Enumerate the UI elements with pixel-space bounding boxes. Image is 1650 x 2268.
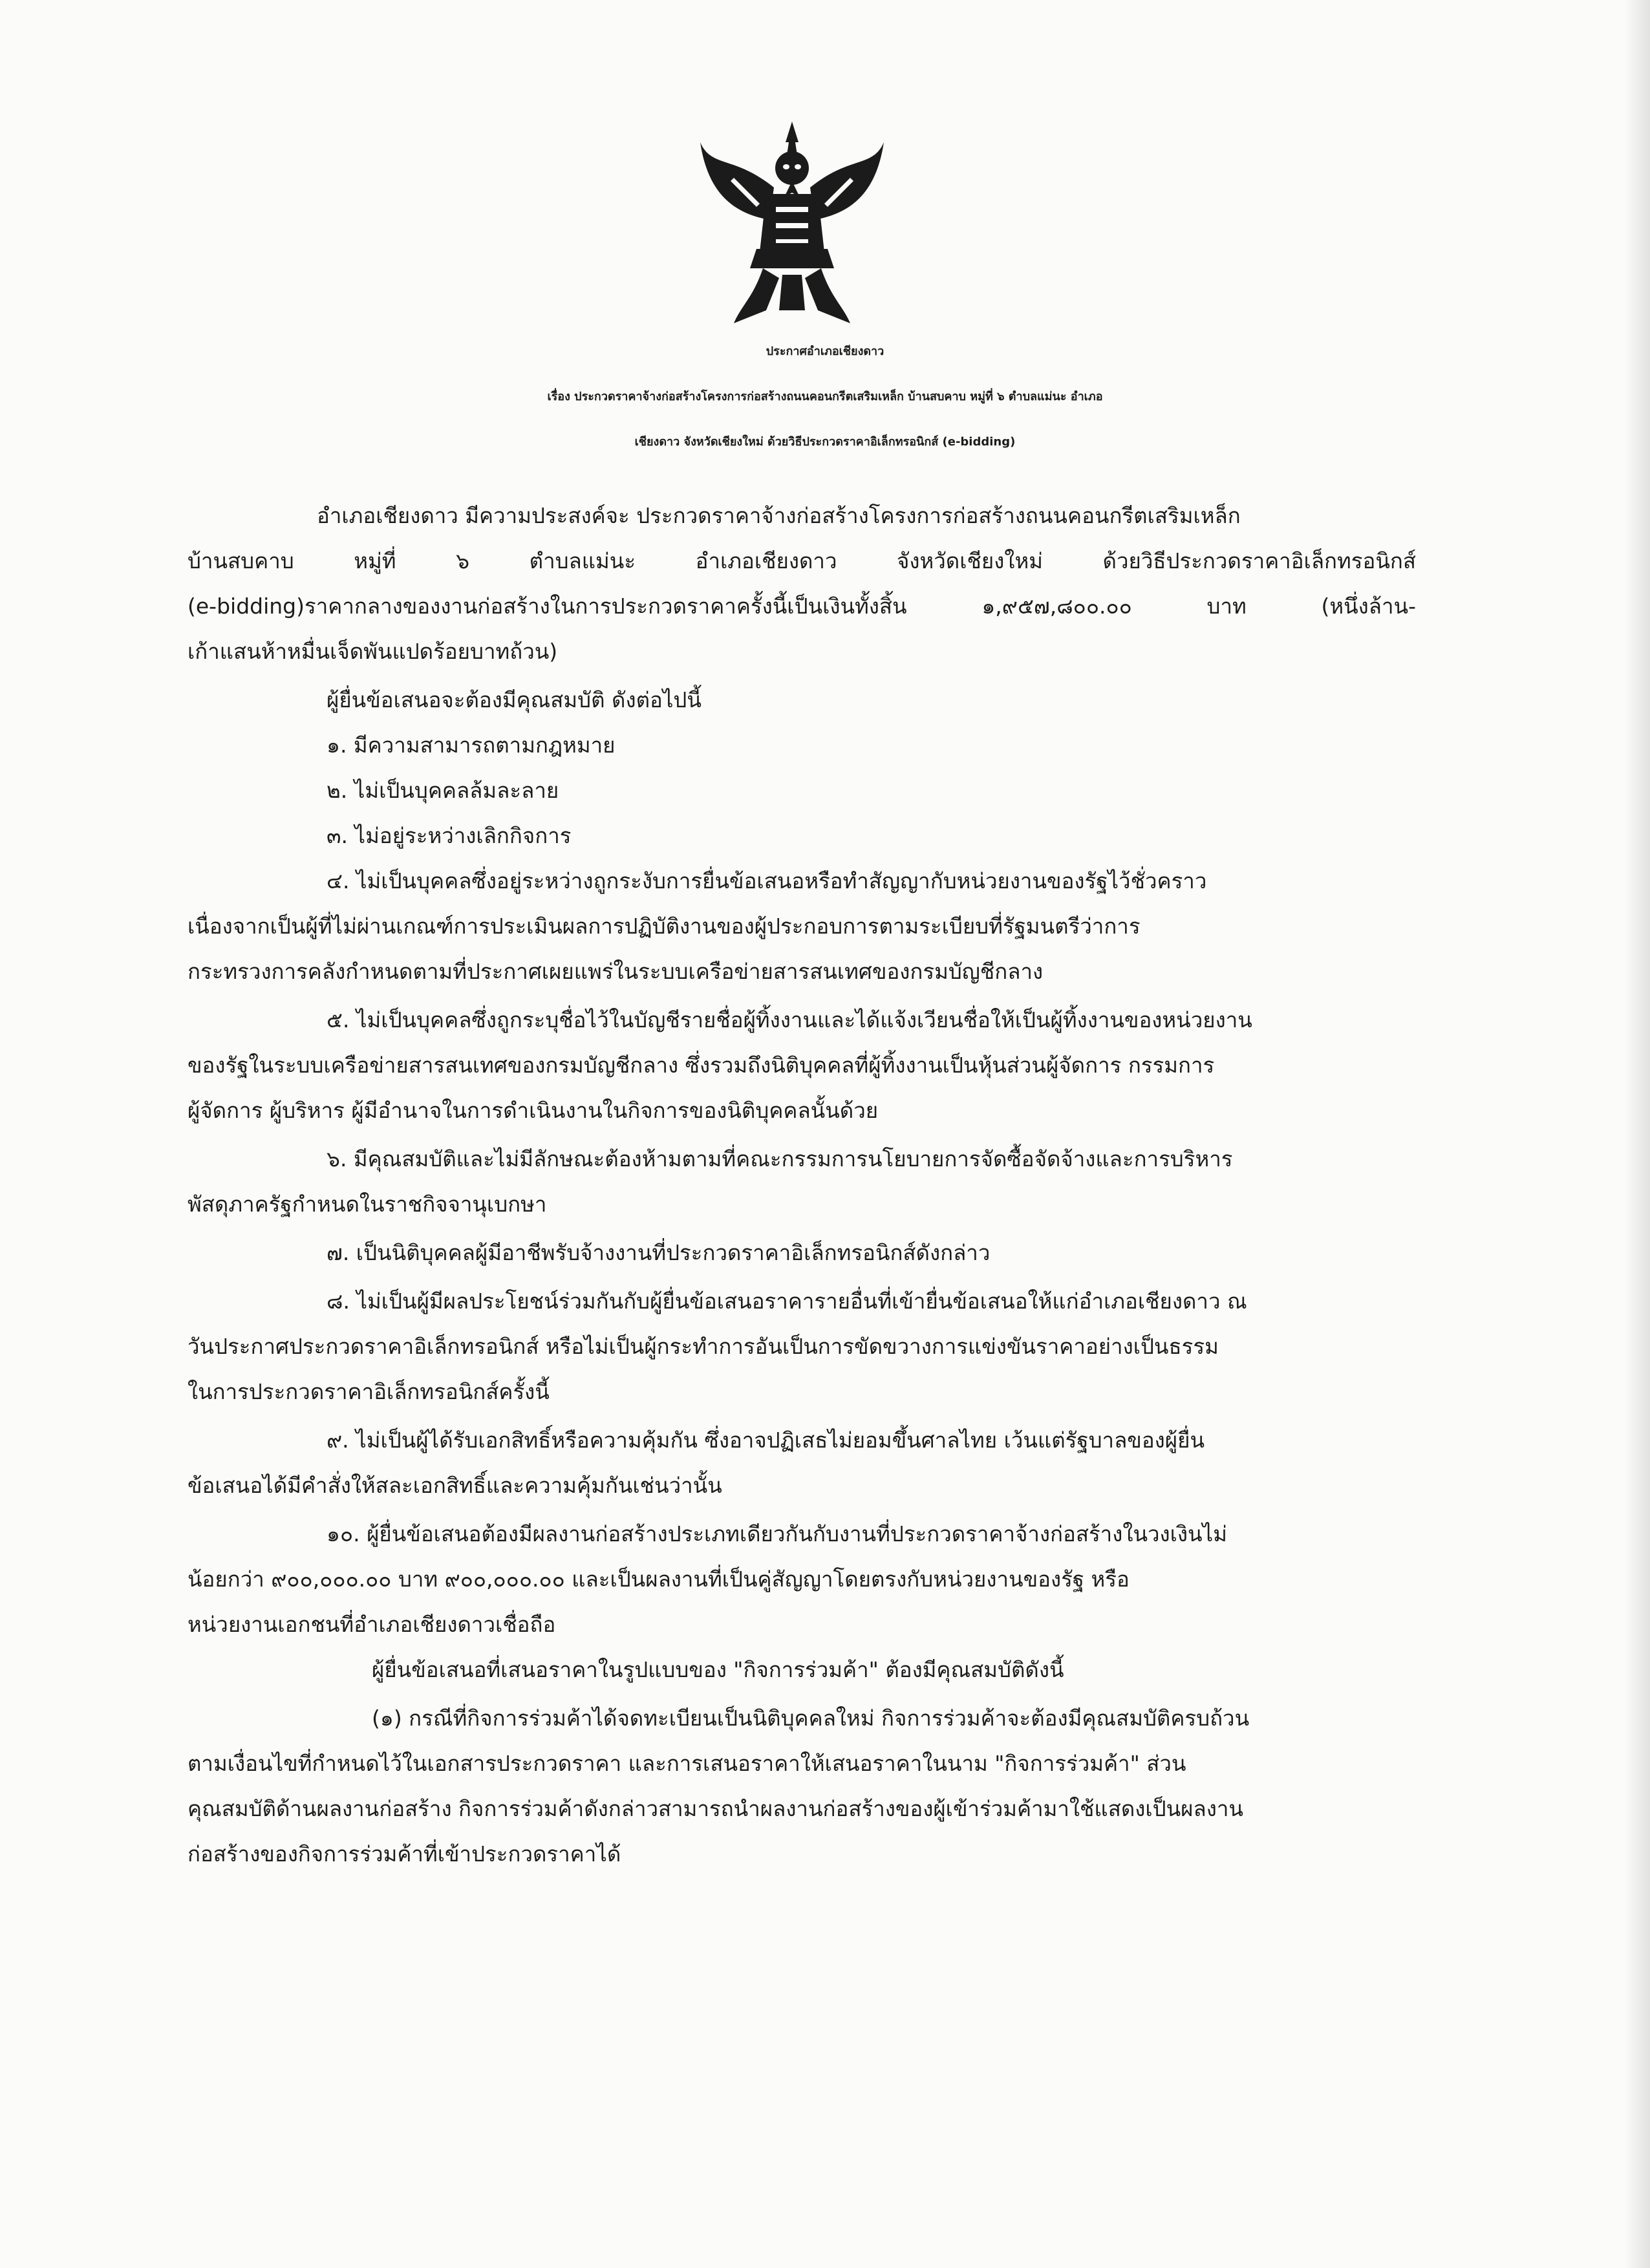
body-line: น้อยกว่า ๙๐๐,๐๐๐.๐๐ บาท ๙๐๐,๐๐๐.๐๐ และเป็นผลงานที่เป็นคู่สัญญาโดยตรงกับหน่วยงานของรัฐ หรือ	[188, 1567, 1130, 1592]
body-line: ตามเงื่อนไขที่กำหนดไว้ในเอกสารประกวดราคา และการเสนอราคาให้เสนอราคาในนาม "กิจการร่วมค้า" ส่วน	[188, 1751, 1186, 1776]
body-line: ของรัฐในระบบเครือข่ายสารสนเทศของกรมบัญชีกลาง ซึ่งรวมถึงนิติบุคคลที่ผู้ทิ้งงานเป็นหุ้นส่วนผู้จัดการ กรรมการ	[188, 1053, 1215, 1078]
body-line: อำเภอเชียงดาว มีความประสงค์จะ ประกวดราคาจ้างก่อสร้างโครงการก่อสร้างถนนคอนกรีตเสริมเหล็ก	[317, 503, 1241, 528]
body-line: ๖. มีคุณสมบัติและไม่มีลักษณะต้องห้ามตามที่คณะกรรมการนโยบายการจัดซื้อจัดจ้างและการบริหาร	[327, 1146, 1233, 1171]
body-line: ผู้ยื่นข้อเสนอที่เสนอราคาในรูปแบบของ "กิจการร่วมค้า" ต้องมีคุณสมบัติดังนี้	[372, 1657, 1064, 1682]
body-line: ผู้จัดการ ผู้บริหาร ผู้มีอำนาจในการดำเนินงานในกิจการของนิติบุคคลนั้นด้วย	[188, 1098, 879, 1123]
subject-line-2: เชียงดาว จังหวัดเชียงใหม่ ด้วยวิธีประกวดราคาอิเล็กทรอนิกส์ (e-bidding)	[634, 435, 1016, 449]
subject-line-1: เรื่อง ประกวดราคาจ้างก่อสร้างโครงการก่อสร้างถนนคอนกรีตเสริมเหล็ก บ้านสบคาบ หมู่ที่ ๖ ตำบลแม่นะ อำเภอ	[547, 390, 1103, 403]
body-line: ข้อเสนอได้มีคำสั่งให้สละเอกสิทธิ์และความคุ้มกันเช่นว่านั้น	[188, 1473, 722, 1498]
body-line: ๑. มีความสามารถตามกฎหมาย	[327, 733, 616, 758]
body-line: เก้าแสนห้าหมื่นเจ็ดพันแปดร้อยบาทถ้วน)	[188, 639, 558, 664]
body-line: ๓. ไม่อยู่ระหว่างเลิกกิจการ	[327, 823, 572, 848]
body-line: ๗. เป็นนิติบุคคลผู้มีอาชีพรับจ้างงานที่ประกวดราคาอิเล็กทรอนิกส์ดังกล่าว	[327, 1240, 991, 1265]
body-line: (๑) กรณีที่กิจการร่วมค้าได้จดทะเบียนเป็นนิติบุคคลใหม่ กิจการร่วมค้าจะต้องมีคุณสมบัติครบถ้วน	[372, 1706, 1250, 1731]
garuda-emblem-icon	[695, 116, 889, 330]
body-line: ๒. ไม่เป็นบุคคลล้มละลาย	[327, 778, 559, 803]
body-line: ๕. ไม่เป็นบุคคลซึ่งถูกระบุชื่อไว้ในบัญชีรายชื่อผู้ทิ้งงานและได้แจ้งเวียนชื่อให้เป็นผู้ทิ้งงานของหน่วยงาน	[327, 1007, 1252, 1032]
body-line: พัสดุภาครัฐกำหนดในราชกิจจานุเบกษา	[188, 1192, 547, 1217]
body-line: เนื่องจากเป็นผู้ที่ไม่ผ่านเกณฑ์การประเมินผลการปฏิบัติงานของผู้ประกอบการตามระเบียบที่รัฐมนตรีว่าการ	[188, 914, 1141, 939]
body-line: กระทรวงการคลังกำหนดตามที่ประกาศเผยแพร่ในระบบเครือข่ายสารสนเทศของกรมบัญชีกลาง	[188, 959, 1044, 984]
body-line: ผู้ยื่นข้อเสนอจะต้องมีคุณสมบัติ ดังต่อไปนี้	[327, 687, 702, 712]
body-line: วันประกาศประกวดราคาอิเล็กทรอนิกส์ หรือไม่เป็นผู้กระทำการอันเป็นการขัดขวางการแข่งขันราคาอย่างเป็นธรรม	[188, 1334, 1219, 1359]
body-line: ก่อสร้างของกิจการร่วมค้าที่เข้าประกวดราคาได้	[188, 1841, 621, 1867]
body-line: คุณสมบัติด้านผลงานก่อสร้าง กิจการร่วมค้าดังกล่าวสามารถนำผลงานก่อสร้างของผู้เข้าร่วมค้ามาใช้แสดงเป็นผลงาน	[188, 1796, 1243, 1821]
body-line: ๙. ไม่เป็นผู้ได้รับเอกสิทธิ์หรือความคุ้มกัน ซึ่งอาจปฏิเสธไม่ยอมขึ้นศาลไทย เว้นแต่รัฐบาลของผู้ยื่น	[327, 1428, 1205, 1453]
body-line: บ้านสบคาบ หมู่ที่ ๖ ตำบลแม่นะ อำเภอเชียงดาว จังหวัดเชียงใหม่ ด้วยวิธีประกวดราคาอิเล็กทรอนิกส์	[188, 548, 1416, 573]
body-line: ๑๐. ผู้ยื่นข้อเสนอต้องมีผลงานก่อสร้างประเภทเดียวกันกับงานที่ประกวดราคาจ้างก่อสร้างในวงเงินไม่	[327, 1521, 1227, 1546]
body-line: (e-bidding)ราคากลางของงานก่อสร้างในการประกวดราคาครั้งนี้เป็นเงินทั้งสิ้น ๑,๙๕๗,๘๐๐.๐๐ บาท (หนึ่งล้าน-	[188, 594, 1416, 619]
body-line: หน่วยงานเอกชนที่อำเภอเชียงดาวเชื่อถือ	[188, 1612, 556, 1637]
body-line: ในการประกวดราคาอิเล็กทรอนิกส์ครั้งนี้	[188, 1379, 550, 1404]
body-line: ๘. ไม่เป็นผู้มีผลประโยชน์ร่วมกันกับผู้ยื่นข้อเสนอราคารายอื่นที่เข้ายื่นข้อเสนอให้แก่อำเภอเชียงดาว ณ	[327, 1289, 1247, 1314]
announcement-heading: ประกาศอำเภอเชียงดาว	[766, 345, 884, 358]
body-line: ๔. ไม่เป็นบุคคลซึ่งอยู่ระหว่างถูกระงับการยื่นข้อเสนอหรือทำสัญญากับหน่วยงานของรัฐไว้ชั่วคราว	[327, 868, 1207, 893]
